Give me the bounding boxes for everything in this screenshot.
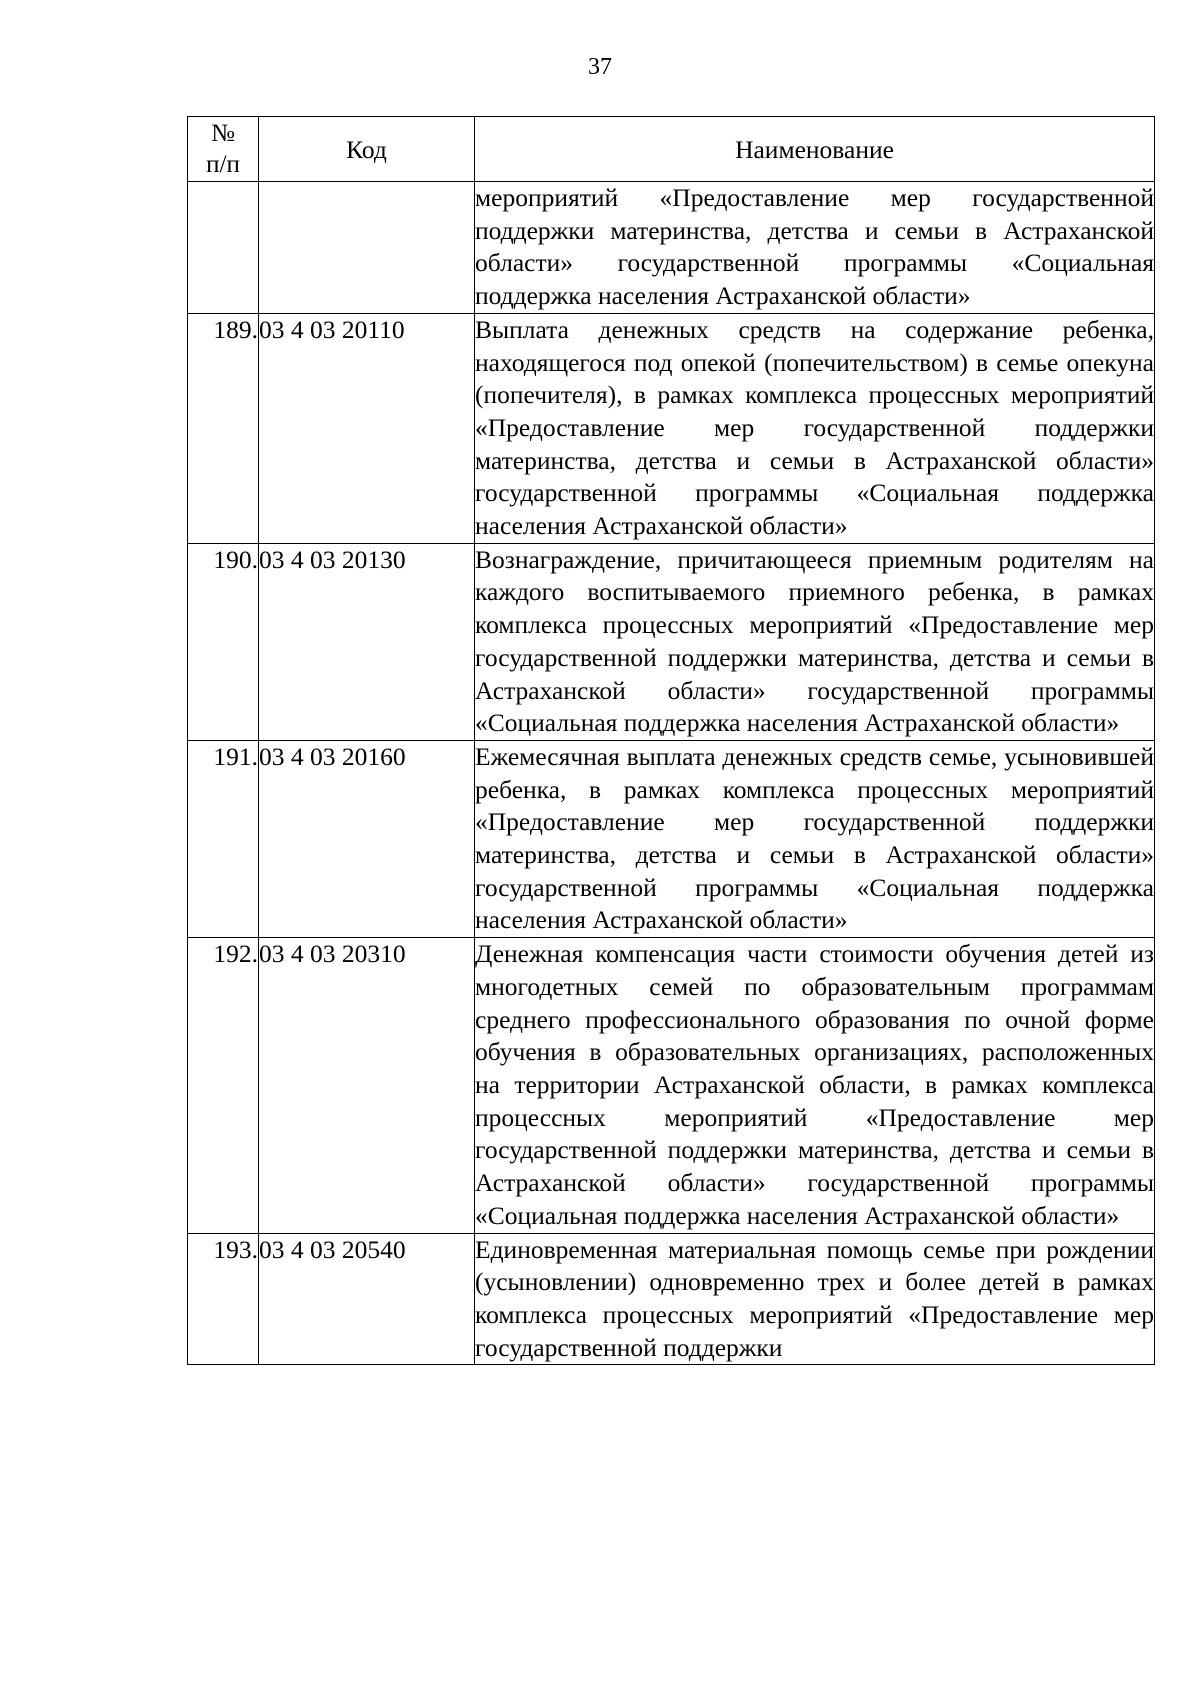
row-code: 03 4 03 20160 [259,740,475,937]
row-code: 03 4 03 20130 [259,543,475,740]
row-name: мероприятий «Предоставление мер государственной поддержки материнства, детства и семьи в Астраханской области» государственной программы «Социальная поддержка населения Астраханской области» [475,182,1155,314]
table-body [188,182,1155,1365]
row-code: 03 4 03 20310 [259,938,475,1233]
table-row [188,938,1155,1233]
row-number: 189. [188,313,259,543]
row-code [259,182,475,314]
budget-classification-table [187,116,1155,1365]
header-name: Наименование [475,117,1155,182]
row-name: Ежемесячная выплата денежных средств семье, усыновившей ребенка, в рамках комплекса процессных мероприятий «Предоставление мер государственной поддержки материнства, детства и семьи в Астраханской области» государственной программы «Социальная поддержка населения Астраханской области» [475,740,1155,937]
row-number: 190. [188,543,259,740]
row-name: Выплата денежных средств на содержание ребенка, находящегося под опекой (попечительством) в семье опекуна (попечителя), в рамках комплекса процессных мероприятий «Предоставление мер государственной поддержки материнства, детства и семьи в Астраханской области» государственной программы «Социальная поддержка населения Астраханской области» [475,313,1155,543]
table-row [188,740,1155,937]
row-name: Единовременная материальная помощь семье при рождении (усыновлении) одновременно трех и более детей в рамках комплекса процессных мероприятий «Предоставление мер государственной поддержки [475,1233,1155,1365]
header-number-abbrev: п/п [206,151,240,178]
table-header-row [188,117,1155,182]
row-name: Денежная компенсация части стоимости обучения детей из многодетных семей по образовательным программам среднего профессионального образования по очной форме обучения в образовательных организациях, расположенных на территории Астраханской области, в рамках комплекса процессных мероприятий «Предоставление мер государственной поддержки материнства, детства и семьи в Астраханской области» государственной программы «Социальная поддержка населения Астраханской области» [475,938,1155,1233]
table-row [188,182,1155,314]
table-row [188,543,1155,740]
row-name: Вознаграждение, причитающееся приемным родителям на каждого воспитываемого приемного ребенка, в рамках комплекса процессных мероприятий «Предоставление мер государственной поддержки материнства, детства и семьи в Астраханской области» государственной программы «Социальная поддержка населения Астраханской области» [475,543,1155,740]
row-number: 191. [188,740,259,937]
header-code: Код [259,117,475,182]
table-row [188,1233,1155,1365]
header-number [188,117,259,182]
row-code: 03 4 03 20110 [259,313,475,543]
table-row [188,313,1155,543]
header-number-symbol: № [211,120,235,147]
row-number: 192. [188,938,259,1233]
row-number [188,182,259,314]
page-number: 37 [588,54,612,80]
table-header [188,117,1155,182]
row-code: 03 4 03 20540 [259,1233,475,1365]
row-number: 193. [188,1233,259,1365]
